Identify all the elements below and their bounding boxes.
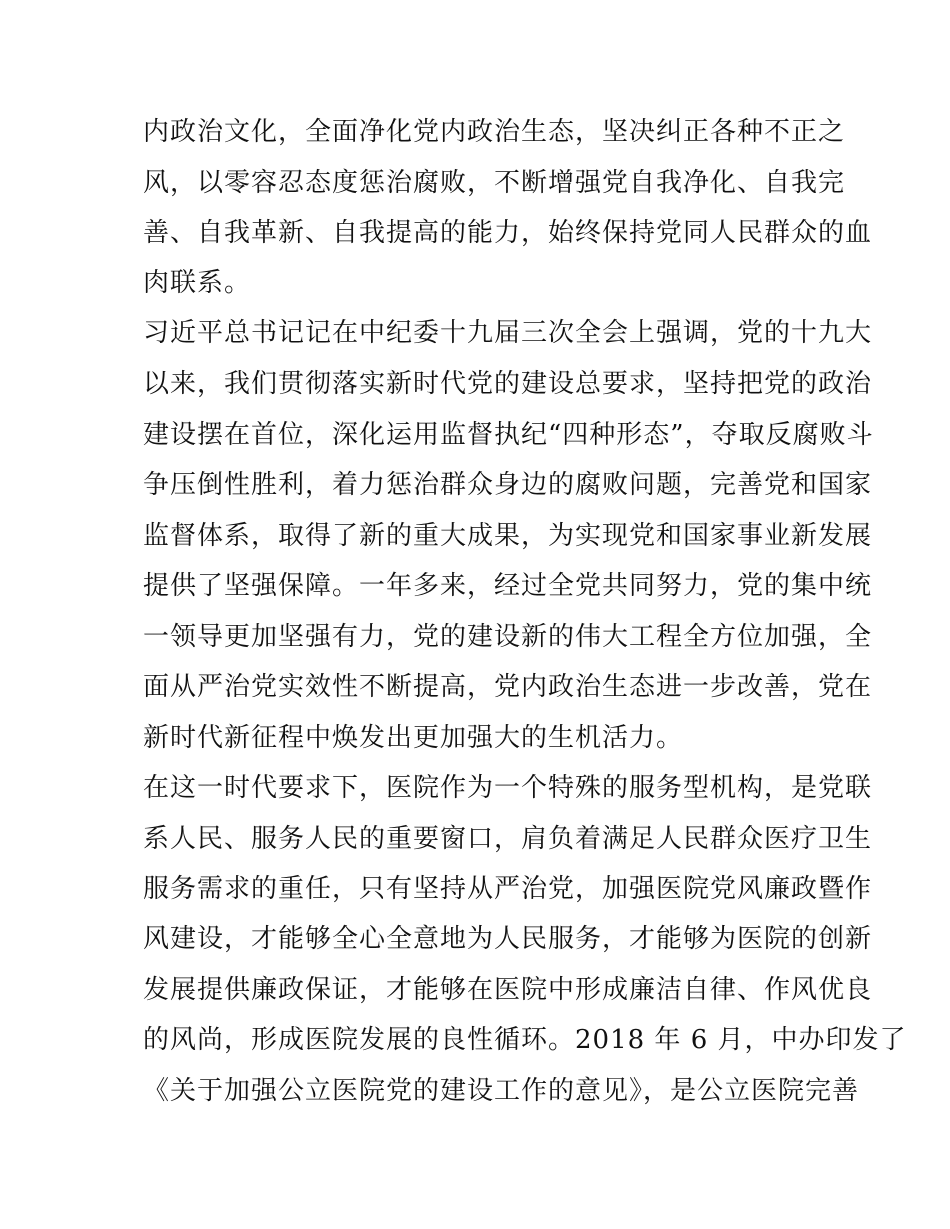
text-line: 风，以零容忍态度惩治腐败，不断增强党自我净化、自我完: [143, 168, 846, 198]
text-line: 在这一时代要求下，医院作为一个特殊的服务型机构，是党联: [143, 773, 873, 803]
text-line: 以来，我们贯彻落实新时代党的建设总要求，坚持把党的政治: [143, 369, 873, 399]
text-line: 面从严治党实效性不断提高，党内政治生态进一步改善，党在: [143, 672, 873, 702]
text-line: 一领导更加坚强有力，党的建设新的伟大工程全方位加强，全: [143, 622, 873, 652]
text-line: 提供了坚强保障。一年多来，经过全党共同努力，党的集中统: [143, 571, 873, 601]
text-line: 发展提供廉政保证，才能够在医院中形成廉洁自律、作风优良: [143, 975, 873, 1005]
text-line: 风建设，才能够全心全意地为人民服务，才能够为医院的创新: [143, 924, 873, 954]
text-line: 肉联系。: [143, 268, 252, 298]
text-line: 服务需求的重任，只有坚持从严治党，加强医院党风廉政暨作: [143, 874, 873, 904]
text-line: 《关于加强公立医院党的建设工作的意见》，是公立医院完善: [143, 1076, 860, 1106]
text-line: 的风尚，形成医院发展的良性循环。2018 年 6 月，中办印发了: [143, 1025, 907, 1055]
text-line: 善、自我革新、自我提高的能力，始终保持党同人民群众的血: [143, 218, 873, 248]
text-line: 习近平总书记记在中纪委十九届三次全会上强调，党的十九大: [143, 318, 873, 348]
text-line: 建设摆在首位，深化运用监督执纪“四种形态”，夺取反腐败斗: [143, 420, 874, 450]
text-line: 监督体系，取得了新的重大成果，为实现党和国家事业新发展: [143, 521, 873, 551]
text-line: 争压倒性胜利，着力惩治群众身边的腐败问题，完善党和国家: [143, 470, 873, 500]
text-line: 新时代新征程中焕发出更加强大的生机活力。: [143, 723, 684, 753]
text-line: 内政治文化，全面净化党内政治生态，坚决纠正各种不正之: [143, 117, 846, 147]
text-line: 系人民、服务人民的重要窗口，肩负着满足人民群众医疗卫生: [143, 824, 873, 854]
